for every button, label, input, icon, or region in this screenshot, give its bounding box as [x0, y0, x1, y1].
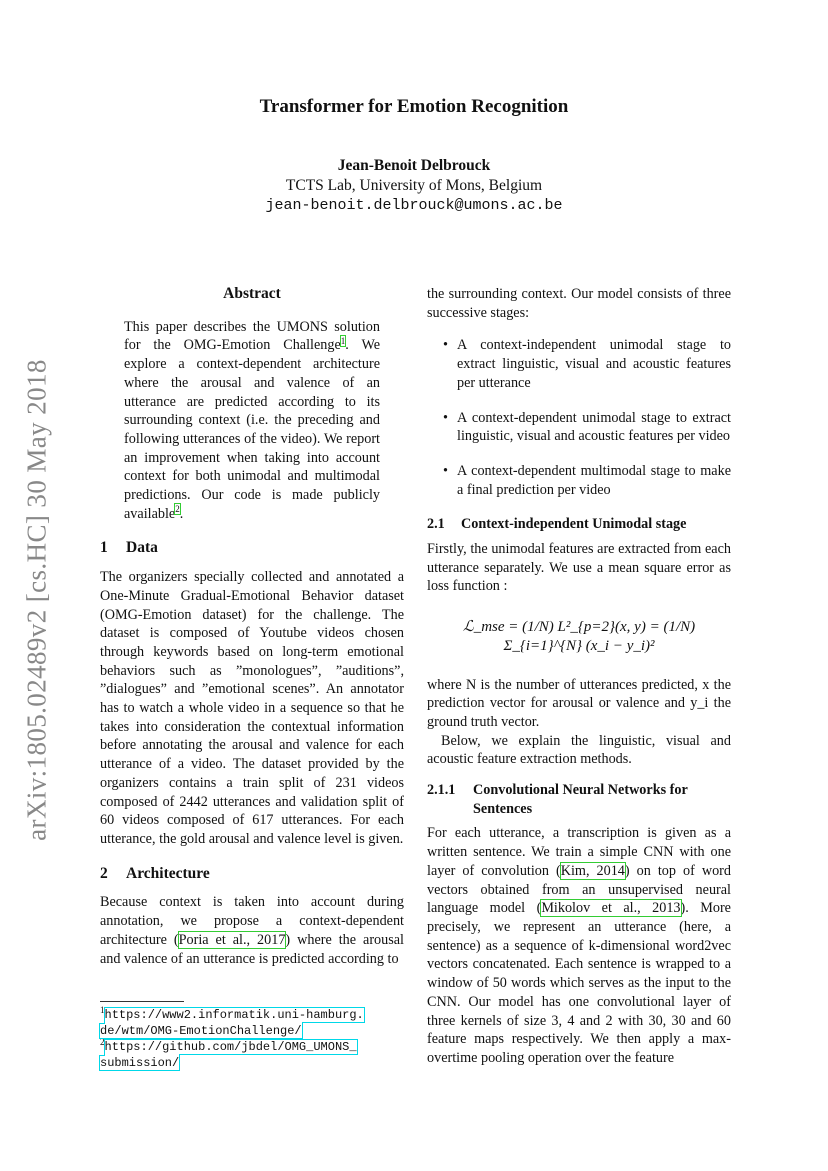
section-heading-data: 1 Data — [100, 539, 158, 557]
section-architecture-text: Because context is taken into account during annotation, we propose a context-dependent architecture (Poria et al., 2017) where the arousal and valence of an utterance is predicted according to — [100, 894, 404, 967]
footnote-ref-2[interactable]: 2 — [175, 504, 180, 514]
author-email: jean-benoit.delbrouck@umons.ac.be — [265, 197, 563, 214]
author-affiliation: TCTS Lab, University of Mons, Belgium — [285, 177, 543, 194]
list-item: • A context-dependent unimodal stage to extract linguistic, visual and acoustic features per video — [443, 409, 731, 445]
footnote-ref-1[interactable]: 1 — [340, 335, 346, 346]
footnote-rule — [100, 1001, 184, 1002]
citation-link[interactable]: Kim, 2014 — [560, 862, 625, 879]
subsection-heading-unimodal: 2.1 Context-independent Unimodal stage — [427, 516, 687, 533]
footnote-link-1[interactable]: https://www2.informatik.uni-hamburg. de/wtm/OMG-EmotionChallenge/ — [100, 1008, 364, 1038]
arxiv-stamp: arXiv:1805.02489v2 [cs.HC] 30 May 2018 — [21, 359, 52, 841]
subsection-unimodal-text: Firstly, the unimodal features are extracted from each utterance separately. We use a mean square error as loss function : — [427, 541, 731, 595]
architecture-continued-text: the surrounding context. Our model consists of three successive stages: — [427, 286, 731, 321]
citation-link[interactable]: Mikolov et al., 2013 — [541, 900, 681, 917]
stage-list — [427, 336, 731, 499]
subsubsection-heading-cnn: 2.1.1 Convolutional Neural Networks for Sentences — [427, 782, 688, 817]
footnote-1: $^1$https://www2.informatik.uni-hamburg. de/wtm/OMG-EmotionChallenge/ — [100, 1005, 364, 1038]
author-name: Jean-Benoit Delbrouck — [337, 157, 491, 174]
footnote-2: $^2$https://github.com/jbdel/OMG_UMONS_ submission/ — [100, 1037, 357, 1070]
feature-extraction-intro: Below, we explain the linguistic, visual and acoustic feature extraction methods. — [427, 732, 731, 768]
paper-title: Transformer for Emotion Recognition — [259, 96, 569, 117]
equation-explanation: where N is the number of utterances predicted, x the prediction vector for arousal or valence and y_i the ground truth vector. — [427, 676, 731, 730]
footnote-link-2[interactable]: https://github.com/jbdel/OMG_UMONS_ submission/ — [100, 1040, 357, 1070]
list-item: • A context-independent unimodal stage to extract linguistic, visual and acoustic features per utterance — [443, 337, 731, 391]
abstract-text: This paper describes the UMONS solution for the OMG-Emotion Challenge$^1$. We explore a context-dependent architecture where the arousal and valence of an utterance are predicted according to its surrounding context (i.e. the preceding and following utterances of the video). We report an improvement when taking into account context for both unimodal and multimodal predictions. Our code is made publicly available$^2$. — [124, 318, 380, 522]
mse-equation: ℒ_mse = (1/N) L²_{p=2}(x, y) = (1/N) Σ_{i=1}^{N} (x_i − y_i)² — [462, 619, 696, 654]
section-data-text: The organizers specially collected and annotated a One-Minute Gradual-Emotional Behavior dataset (OMG-Emotion dataset) for the challenge. The dataset is composed of Youtube videos chosen through keywords based on long-term emotional behaviors such as ”monologues”, ”auditions”, ”dialogues” and ”emotional scenes”. An annotator has to watch a whole video in a sequence so that he takes into consideration the contextual information before annotating the arousal and valence for each utterance of a video. The dataset provided by the organizers contains a train split of 231 videos composed of 2442 utterances and validation split of 60 videos composed of 617 utterances. For each utterance, the gold arousal and valence level is given. — [100, 569, 404, 847]
section-heading-architecture: 2 Architecture — [100, 864, 210, 882]
citation-link[interactable]: Poria et al., 2017 — [178, 931, 286, 948]
abstract-heading: Abstract — [223, 285, 281, 302]
right-column — [427, 285, 731, 1068]
footnotes — [100, 1007, 410, 1071]
subsubsection-cnn-text: For each utterance, a transcription is given as a written sentence. We train a simple CNN with one layer of convolution (Kim, 2014) on top of word vectors obtained from an unsupervised neural language model (Mikolov et al., 2013). More precisely, we represent an utterance (here, a sentence) as a sequence of k-dimensional word2vec vectors concatenated. Each sentence is wrapped to a window of 50 words which serves as the input to the CNN. Our model has one convolutional layer of three kernels of size 3, 4 and 2 with 30, 30 and 60 feature maps respectively. We then apply a max-overtime pooling operation over the feature — [427, 825, 731, 1066]
list-item: • A context-dependent multimodal stage to make a final prediction per video — [443, 462, 731, 498]
left-column — [100, 285, 404, 968]
